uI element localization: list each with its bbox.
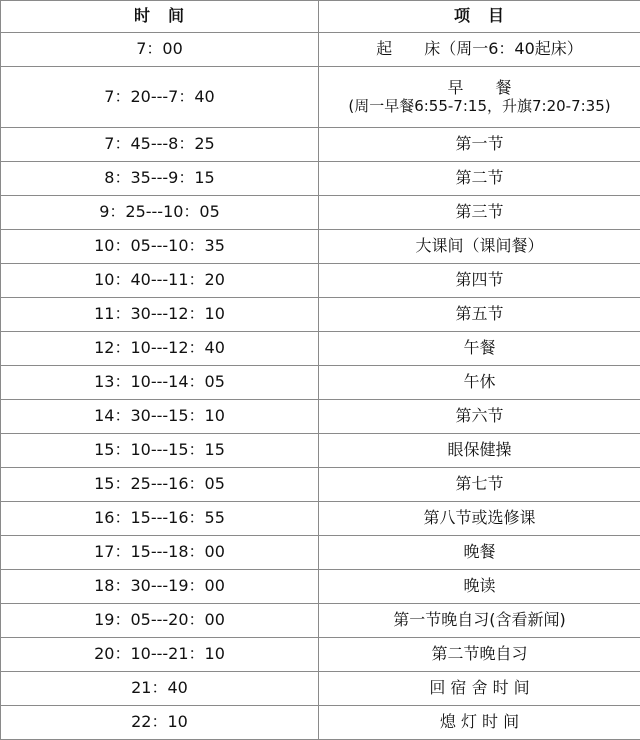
table-row xyxy=(1,332,640,366)
item-cell: 第五节 xyxy=(319,298,640,332)
time-cell: 20：10---21：10 xyxy=(1,638,319,672)
time-cell: 19：05---20：00 xyxy=(1,604,319,638)
item-cell: 晚餐 xyxy=(319,536,640,570)
item-cell: 第三节 xyxy=(319,196,640,230)
item-cell: 第一节晚自习(含看新闻) xyxy=(319,604,640,638)
item-cell: 第一节 xyxy=(319,128,640,162)
table-row xyxy=(1,264,640,298)
table-row xyxy=(1,33,640,67)
table-row xyxy=(1,468,640,502)
item-cell: 晚读 xyxy=(319,570,640,604)
item-cell: 起 床（周一6：40起床） xyxy=(319,33,640,67)
table-row xyxy=(1,638,640,672)
item-cell: 午休 xyxy=(319,366,640,400)
table-row xyxy=(1,162,640,196)
time-cell: 10：05---10：35 xyxy=(1,230,319,264)
item-cell xyxy=(319,67,640,128)
time-cell: 13：10---14：05 xyxy=(1,366,319,400)
time-cell: 22：10 xyxy=(1,706,319,740)
item-cell: 第六节 xyxy=(319,400,640,434)
item-cell: 回 宿 舍 时 间 xyxy=(319,672,640,706)
time-cell: 10：40---11：20 xyxy=(1,264,319,298)
table-row xyxy=(1,502,640,536)
item-main-text: 早 餐 xyxy=(319,79,640,97)
table-row xyxy=(1,570,640,604)
time-cell: 7：20---7：40 xyxy=(1,67,319,128)
table-row xyxy=(1,706,640,740)
time-cell: 9：25---10：05 xyxy=(1,196,319,230)
item-cell: 眼保健操 xyxy=(319,434,640,468)
time-cell: 8：35---9：15 xyxy=(1,162,319,196)
table-row xyxy=(1,366,640,400)
item-cell: 午餐 xyxy=(319,332,640,366)
time-cell: 11：30---12：10 xyxy=(1,298,319,332)
table-row xyxy=(1,400,640,434)
table-row xyxy=(1,536,640,570)
header-time: 时 间 xyxy=(1,1,319,33)
item-cell: 第八节或选修课 xyxy=(319,502,640,536)
table-row xyxy=(1,604,640,638)
time-cell: 12：10---12：40 xyxy=(1,332,319,366)
time-cell: 15：10---15：15 xyxy=(1,434,319,468)
table-row xyxy=(1,434,640,468)
item-cell: 熄 灯 时 间 xyxy=(319,706,640,740)
time-cell: 7：45---8：25 xyxy=(1,128,319,162)
header-item: 项 目 xyxy=(319,1,640,33)
table-row xyxy=(1,672,640,706)
table-row xyxy=(1,128,640,162)
item-cell: 大课间（课间餐） xyxy=(319,230,640,264)
item-note-text: (周一早餐6:55-7:15，升旗7:20-7:35) xyxy=(319,98,640,115)
table-row xyxy=(1,196,640,230)
time-cell: 18：30---19：00 xyxy=(1,570,319,604)
time-cell: 14：30---15：10 xyxy=(1,400,319,434)
item-cell: 第七节 xyxy=(319,468,640,502)
table-row xyxy=(1,298,640,332)
table-row xyxy=(1,67,640,128)
table-header-row xyxy=(1,1,640,33)
item-cell: 第二节晚自习 xyxy=(319,638,640,672)
time-cell: 7：00 xyxy=(1,33,319,67)
item-cell: 第二节 xyxy=(319,162,640,196)
time-cell: 16：15---16：55 xyxy=(1,502,319,536)
item-cell: 第四节 xyxy=(319,264,640,298)
time-cell: 21：40 xyxy=(1,672,319,706)
time-cell: 17：15---18：00 xyxy=(1,536,319,570)
time-cell: 15：25---16：05 xyxy=(1,468,319,502)
table-row xyxy=(1,230,640,264)
